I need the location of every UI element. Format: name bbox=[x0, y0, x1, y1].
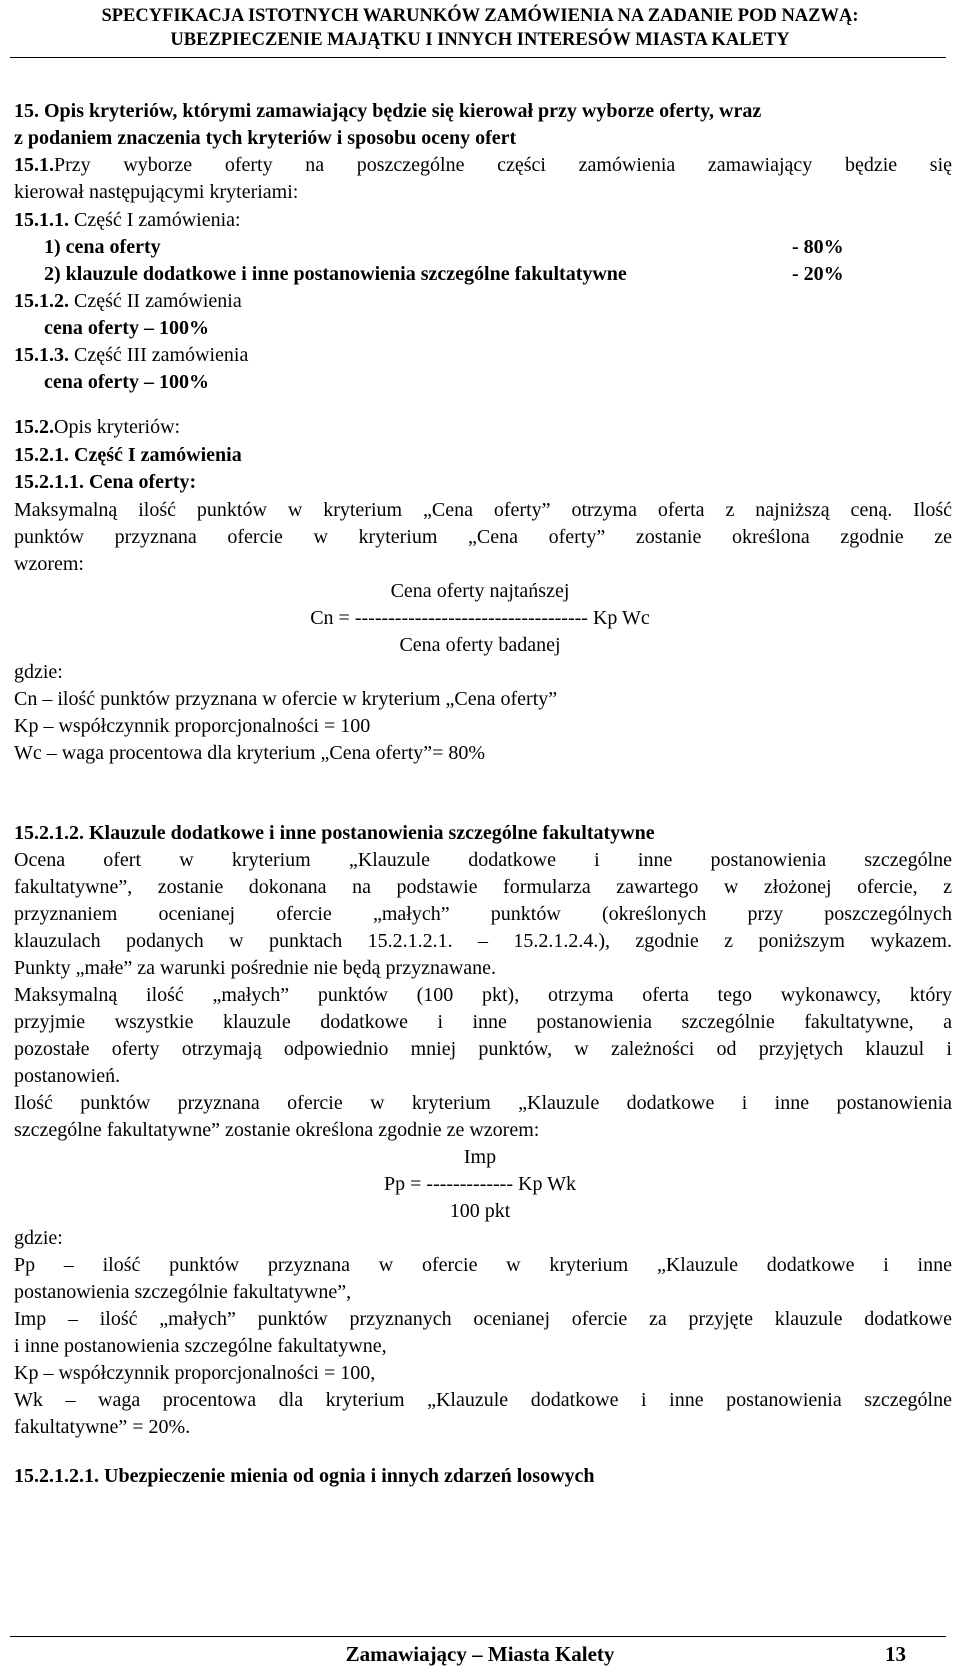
section-15-1-3: 15.1.3. Część III zamówienia bbox=[14, 344, 249, 366]
formula-1-numerator: Cena oferty najtańszej bbox=[390, 580, 570, 602]
pp-definition-line-2: postanowienia szczególnie fakultatywne”, bbox=[14, 1281, 352, 1303]
section-15-1-3-criterion: cena oferty – 100% bbox=[44, 371, 209, 393]
clauses-paragraph-1-line-4: klauzulach podanych w punktach 15.2.1.2.1. – 15.2.1.2.4.), zgodnie z poniższym wykazem. bbox=[14, 930, 952, 952]
section-15-1-2-criterion: cena oferty – 100% bbox=[44, 317, 209, 339]
criterion-price-weight: - 80% bbox=[792, 236, 844, 258]
kp-definition-1: Kp – współczynnik proporcjonalności = 100 bbox=[14, 715, 371, 737]
where-label-1: gdzie: bbox=[14, 661, 63, 683]
where-label-2: gdzie: bbox=[14, 1227, 63, 1249]
price-paragraph-line-3: wzorem: bbox=[14, 553, 84, 575]
clauses-paragraph-3-line-2: szczególne fakultatywne” zostanie określona zgodnie ze wzorem: bbox=[14, 1119, 540, 1141]
pp-definition-line-1: Pp – ilość punktów przyznana w ofercie w kryterium „Klauzule dodatkowe i inne bbox=[14, 1254, 952, 1276]
section-15-title-2: z podaniem znaczenia tych kryteriów i sposobu oceny ofert bbox=[14, 127, 517, 149]
clauses-paragraph-1-line-3: przyznaniem ocenianej ofercie „małych” punktów (określonych przy poszczególnych bbox=[14, 903, 952, 925]
clauses-paragraph-2-line-4: postanowień. bbox=[14, 1065, 121, 1087]
criterion-clauses-weight: - 20% bbox=[792, 263, 844, 285]
clauses-paragraph-2-line-3: pozostałe oferty otrzymają odpowiednio mniej punktów, w zależności od przyjętych klauzul i bbox=[14, 1038, 952, 1060]
formula-2-denominator: 100 pkt bbox=[449, 1200, 511, 1222]
section-15-2-1-1: 15.2.1.1. Cena oferty: bbox=[14, 471, 197, 493]
formula-1: Cn = ----------------------------------- Kp Wc bbox=[310, 607, 650, 629]
page-number: 13 bbox=[885, 1642, 906, 1666]
section-15-2-1-2-1-title: 15.2.1.2.1. Ubezpieczenie mienia od ognia i innych zdarzeń losowych bbox=[14, 1465, 595, 1487]
section-15-1-line-1: 15.1.Przy wyborze oferty na poszczególne części zamówienia zamawiający będzie się bbox=[14, 154, 952, 176]
price-paragraph-line-1: Maksymalną ilość punktów w kryterium „Cena oferty” otrzyma oferta z najniższą ceną. Ilość bbox=[14, 499, 952, 521]
wk-definition-line-2: fakultatywne” = 20%. bbox=[14, 1416, 191, 1438]
imp-definition-line-2: i inne postanowienia szczególne fakultatywne, bbox=[14, 1335, 387, 1357]
clauses-paragraph-1-line-2: fakultatywne”, zostanie dokonana na podstawie formularza zawartego w złożonej ofercie, z bbox=[14, 876, 952, 898]
formula-2: Pp = ------------- Kp Wk bbox=[384, 1173, 576, 1195]
imp-definition-line-1: Imp – ilość „małych” punktów przyznanych ocenianej ofercie za przyjęte klauzule dodatkowe bbox=[14, 1308, 952, 1330]
clauses-paragraph-2-line-1: Maksymalną ilość „małych” punktów (100 pkt), otrzyma oferta tego wykonawcy, który bbox=[14, 984, 952, 1006]
section-15-1-2: 15.1.2. Część II zamówienia bbox=[14, 290, 242, 312]
section-15-1-1: 15.1.1. Część I zamówienia: bbox=[14, 209, 241, 231]
header-divider bbox=[10, 57, 946, 58]
page-footer: Zamawiający – Miasta Kalety bbox=[345, 1642, 615, 1666]
wk-definition-line-1: Wk – waga procentowa dla kryterium „Klauzule dodatkowe i inne postanowienia szczególne bbox=[14, 1389, 952, 1411]
footer-divider bbox=[10, 1636, 946, 1637]
section-15-2: 15.2.Opis kryteriów: bbox=[14, 416, 181, 438]
section-15-1-number: 15.1. bbox=[14, 154, 54, 176]
formula-2-numerator: Imp bbox=[463, 1146, 497, 1168]
wc-definition: Wc – waga procentowa dla kryterium „Cena oferty”= 80% bbox=[14, 742, 486, 764]
header-line-1: SPECYFIKACJA ISTOTNYCH WARUNKÓW ZAMÓWIENIA NA ZADANIE POD NAZWĄ: bbox=[101, 6, 859, 26]
clauses-paragraph-3-line-1: Ilość punktów przyznana ofercie w kryterium „Klauzule dodatkowe i inne postanowienia bbox=[14, 1092, 952, 1114]
section-15-2-1: 15.2.1. Część I zamówienia bbox=[14, 444, 242, 466]
kp-definition-2: Kp – współczynnik proporcjonalności = 100, bbox=[14, 1362, 376, 1384]
price-paragraph-line-2: punktów przyznana ofercie w kryterium „Cena oferty” zostanie określona zgodnie ze bbox=[14, 526, 952, 548]
clauses-paragraph-1-line-5: Punkty „małe” za warunki pośrednie nie będą przyznawane. bbox=[14, 957, 497, 979]
criterion-clauses: 2) klauzule dodatkowe i inne postanowienia szczególne fakultatywne bbox=[44, 263, 627, 285]
clauses-paragraph-1-line-1: Ocena ofert w kryterium „Klauzule dodatkowe i inne postanowienia szczególne bbox=[14, 849, 952, 871]
page-header bbox=[0, 4, 960, 52]
section-15-1-1-number: 15.1.1. bbox=[14, 209, 69, 231]
section-15-1-line-2: kierował następującymi kryteriami: bbox=[14, 181, 299, 203]
criterion-price: 1) cena oferty bbox=[44, 236, 161, 258]
clauses-paragraph-2-line-2: przyjmie wszystkie klauzule dodatkowe i inne postanowienia szczególnie fakultatywne, a bbox=[14, 1011, 952, 1033]
header-line-2: UBEZPIECZENIE MAJĄTKU I INNYCH INTERESÓW MIASTA KALETY bbox=[170, 30, 790, 50]
section-15-2-1-2-title: 15.2.1.2. Klauzule dodatkowe i inne postanowienia szczególne fakultatywne bbox=[14, 822, 655, 844]
formula-1-denominator: Cena oferty badanej bbox=[399, 634, 561, 656]
cn-definition: Cn – ilość punktów przyznana w ofercie w kryterium „Cena oferty” bbox=[14, 688, 558, 710]
section-15-title-1: 15. Opis kryteriów, którymi zamawiający będzie się kierował przy wyborze oferty, wraz bbox=[14, 100, 762, 122]
